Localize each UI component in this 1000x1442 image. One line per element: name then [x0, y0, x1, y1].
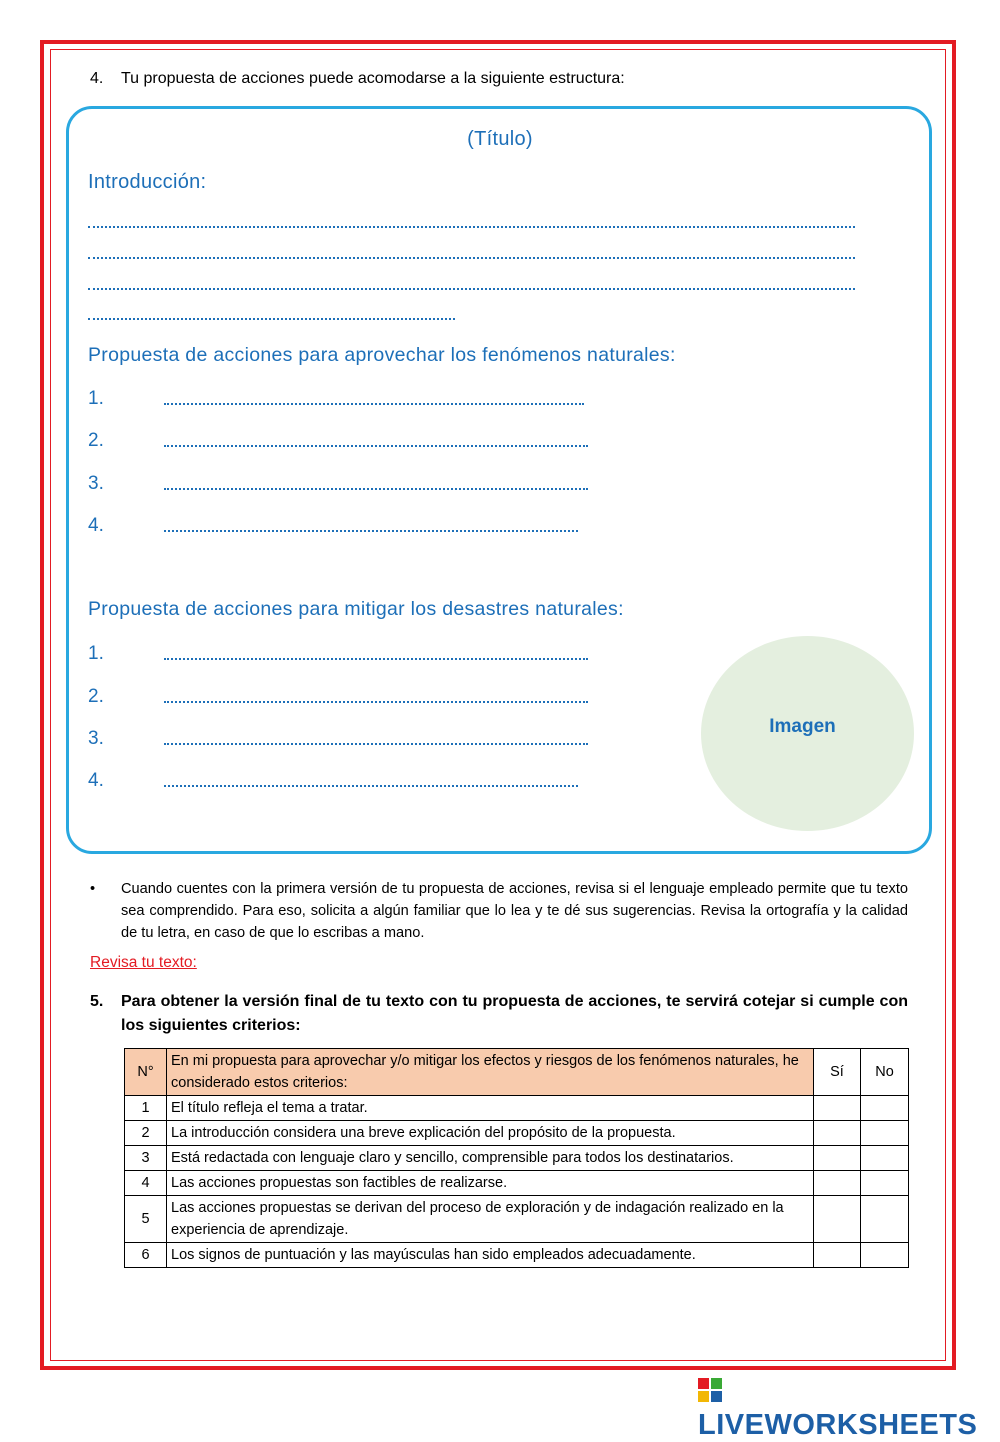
revision-bullet [90, 878, 908, 944]
intro-line-4[interactable] [88, 318, 455, 320]
no-cell[interactable] [861, 1243, 909, 1268]
table-row [125, 1196, 909, 1243]
row-number: 4 [125, 1171, 167, 1196]
row-number: 1 [125, 1096, 167, 1121]
table-row [125, 1243, 909, 1268]
criteria-table [124, 1048, 909, 1268]
revision-bullet-text: Cuando cuentes con la primera versión de tu propuesta de acciones, revisa si el lenguaje empleado permite que tu texto sea comprendido. Para eso, solicita a algún familiar que lo lea y te dé sus sugerencias. Revisa la ortografía y la calidad de tu letra, en caso de que lo escribas a mano. [121, 881, 908, 941]
section-1-heading: Propuesta de acciones para aprovechar los fenómenos naturales: [88, 344, 676, 366]
yes-cell[interactable] [814, 1146, 861, 1171]
row-criterion: Las acciones propuestas se derivan del proceso de exploración y de indagación realizado en la experiencia de aprendizaje. [167, 1196, 814, 1243]
header-yes: Sí [814, 1049, 861, 1096]
header-number: N° [125, 1049, 167, 1096]
table-row [125, 1171, 909, 1196]
step-5-number: 5. [90, 993, 104, 1010]
table-row [125, 1096, 909, 1121]
no-cell[interactable] [861, 1146, 909, 1171]
row-number: 6 [125, 1243, 167, 1268]
section-1-line-4[interactable] [164, 530, 578, 532]
section-2-heading: Propuesta de acciones para mitigar los desastres naturales: [88, 598, 624, 620]
step-5-instruction [90, 990, 908, 1038]
row-criterion: Los signos de puntuación y las mayúsculas han sido empleados adecuadamente. [167, 1243, 814, 1268]
table-row [125, 1121, 909, 1146]
row-number: 5 [125, 1196, 167, 1243]
step-4-number: 4. [90, 70, 104, 87]
template-title: (Título) [467, 128, 533, 150]
no-cell[interactable] [861, 1121, 909, 1146]
row-criterion: Está redactada con lenguaje claro y sencillo, comprensible para todos los destinatarios. [167, 1146, 814, 1171]
section-2-number-4: 4. [88, 770, 104, 791]
intro-line-3[interactable] [88, 288, 855, 290]
section-1-number-1: 1. [88, 388, 104, 409]
section-1-number-3: 3. [88, 473, 104, 494]
yes-cell[interactable] [814, 1096, 861, 1121]
header-no: No [861, 1049, 909, 1096]
section-1-line-3[interactable] [164, 488, 588, 490]
revisa-heading: Revisa tu texto: [90, 954, 197, 971]
row-criterion: El título refleja el tema a tratar. [167, 1096, 814, 1121]
no-cell[interactable] [861, 1196, 909, 1243]
header-criteria: En mi propuesta para aprovechar y/o mitigar los efectos y riesgos de los fenómenos naturales, he considerado estos criterios: [167, 1049, 814, 1096]
row-number: 3 [125, 1146, 167, 1171]
yes-cell[interactable] [814, 1196, 861, 1243]
liveworksheets-logo[interactable] [698, 1376, 1000, 1441]
row-criterion: La introducción considera una breve explicación del propósito de la propuesta. [167, 1121, 814, 1146]
row-criterion: Las acciones propuestas son factibles de realizarse. [167, 1171, 814, 1196]
yes-cell[interactable] [814, 1243, 861, 1268]
no-cell[interactable] [861, 1096, 909, 1121]
intro-heading: Introducción: [88, 171, 207, 193]
liveworksheets-logo-icon [698, 1378, 722, 1402]
section-2-number-2: 2. [88, 686, 104, 707]
row-number: 2 [125, 1121, 167, 1146]
bullet-icon: • [90, 881, 96, 897]
section-2-line-3[interactable] [164, 743, 588, 745]
table-row [125, 1146, 909, 1171]
criteria-header-row [125, 1049, 909, 1096]
section-1-line-1[interactable] [164, 403, 584, 405]
section-2-number-3: 3. [88, 728, 104, 749]
step-4-instruction [90, 70, 625, 88]
section-2-line-2[interactable] [164, 701, 588, 703]
yes-cell[interactable] [814, 1121, 861, 1146]
liveworksheets-logo-text: LIVEWORKSHEETS [698, 1409, 978, 1441]
step-4-text: Tu propuesta de acciones puede acomodarse a la siguiente estructura: [121, 70, 625, 87]
image-placeholder-label: Imagen [769, 716, 836, 737]
section-2-line-1[interactable] [164, 658, 588, 660]
section-2-line-4[interactable] [164, 785, 578, 787]
yes-cell[interactable] [814, 1171, 861, 1196]
section-1-number-2: 2. [88, 430, 104, 451]
section-1-line-2[interactable] [164, 445, 588, 447]
no-cell[interactable] [861, 1171, 909, 1196]
intro-line-2[interactable] [88, 257, 855, 259]
section-2-number-1: 1. [88, 643, 104, 664]
intro-line-1[interactable] [88, 226, 855, 228]
section-1-number-4: 4. [88, 515, 104, 536]
step-5-text: Para obtener la versión final de tu texto con tu propuesta de acciones, te servirá cotejar si cumple con los siguientes criterios: [121, 993, 908, 1034]
